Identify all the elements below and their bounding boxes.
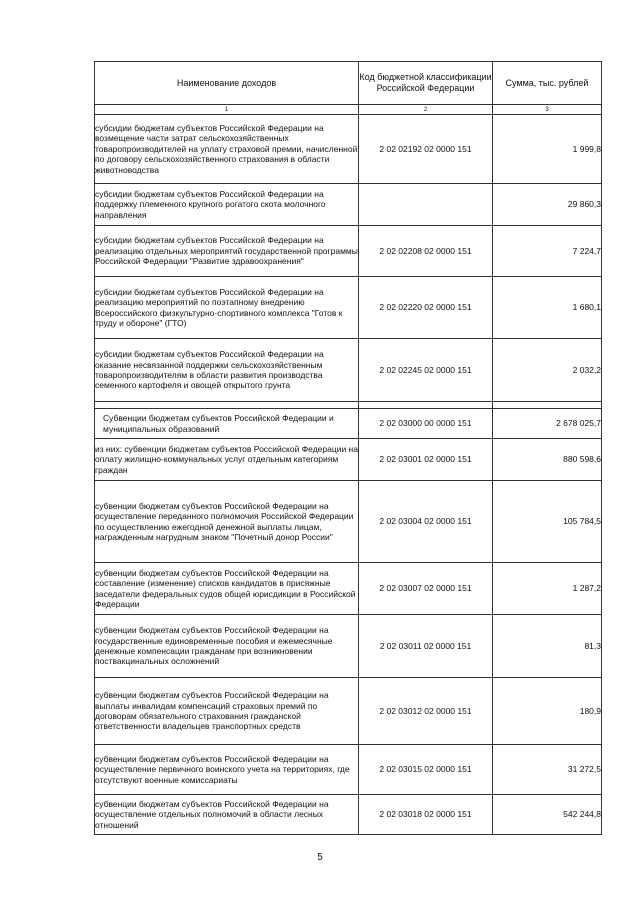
row-sum: 880 598,6 <box>493 439 602 481</box>
table-row <box>95 226 602 277</box>
row-sum: 180,9 <box>493 678 602 745</box>
column-number: 1 <box>95 105 359 115</box>
row-name: субсидии бюджетам субъектов Российской Федерации на реализацию отдельных мероприятий государственной программы Российской Федерации "Развитие здравоохранения" <box>95 226 359 277</box>
row-sum: 542 244,8 <box>493 795 602 835</box>
column-number: 2 <box>359 105 493 115</box>
table-row <box>95 339 602 402</box>
row-code: 2 02 03001 02 0000 151 <box>359 439 493 481</box>
table-row <box>95 795 602 835</box>
row-code <box>359 184 493 226</box>
column-number: 3 <box>493 105 602 115</box>
table-row <box>95 481 602 563</box>
row-code: 2 02 02220 02 0000 151 <box>359 277 493 339</box>
row-sum: 1 999,8 <box>493 115 602 184</box>
table-row <box>95 563 602 615</box>
row-code: 2 02 03015 02 0000 151 <box>359 745 493 795</box>
row-code: 2 02 02192 02 0000 151 <box>359 115 493 184</box>
row-name: субсидии бюджетам субъектов Российской Федерации на реализацию мероприятий по поэтапному внедрению Всероссийского физкультурно-спортивного комплекса "Готов к труду и обороне" (ГТО) <box>95 277 359 339</box>
row-name: субсидии бюджетам субъектов Российской Федерации на возмещение части затрат сельскохозяйственных товаропроизводителей на уплату страховой премии, начисленной по договору сельскохозяйственного страхования в области животноводства <box>95 115 359 184</box>
row-code: 2 02 03011 02 0000 151 <box>359 615 493 678</box>
row-code: 2 02 03004 02 0000 151 <box>359 481 493 563</box>
row-sum: 81,3 <box>493 615 602 678</box>
row-name: субвенции бюджетам субъектов Российской Федерации на государственные единовременные пособия и ежемесячные денежные компенсации гражданам при возникновении поствакцинальных осложнений <box>95 615 359 678</box>
row-sum: 105 784,5 <box>493 481 602 563</box>
row-name: субсидии бюджетам субъектов Российской Федерации на поддержку племенного крупного рогатого скота молочного направления <box>95 184 359 226</box>
row-sum: 7 224,7 <box>493 226 602 277</box>
table-row <box>95 184 602 226</box>
row-name: субвенции бюджетам субъектов Российской Федерации на составление (изменение) списков кандидатов в присяжные заседатели федеральных судов общей юрисдикции в Российской Федерации <box>95 563 359 615</box>
table-row <box>95 409 602 439</box>
row-name: субвенции бюджетам субъектов Российской Федерации на осуществление переданного полномочия Российской Федерации по осуществлению ежегодной денежной выплаты лицам, награжденным нагрудным знаком "Почетный донор России" <box>95 481 359 563</box>
row-sum: 31 272,5 <box>493 745 602 795</box>
header-name: Наименование доходов <box>95 62 359 105</box>
row-code: 2 02 03007 02 0000 151 <box>359 563 493 615</box>
header-code: Код бюджетной классификации Российской Федерации <box>359 62 493 105</box>
table-header-row <box>95 62 602 105</box>
row-code: 2 02 03012 02 0000 151 <box>359 678 493 745</box>
table-row <box>95 277 602 339</box>
row-code: 2 02 03018 02 0000 151 <box>359 795 493 835</box>
spacer-row <box>95 402 602 409</box>
row-sum: 2 678 025,7 <box>493 409 602 439</box>
row-sum: 1 287,2 <box>493 563 602 615</box>
header-sum: Сумма, тыс. рублей <box>493 62 602 105</box>
table-row <box>95 439 602 481</box>
row-code: 2 02 02208 02 0000 151 <box>359 226 493 277</box>
table-row <box>95 678 602 745</box>
row-name: субвенции бюджетам субъектов Российской Федерации на осуществление отдельных полномочий в области лесных отношений <box>95 795 359 835</box>
row-name: субвенции бюджетам субъектов Российской Федерации на осуществление первичного воинского учета на территориях, где отсутствуют военные комиссариаты <box>95 745 359 795</box>
row-code: 2 02 02245 02 0000 151 <box>359 339 493 402</box>
row-code: 2 02 03000 00 0000 151 <box>359 409 493 439</box>
table-row <box>95 745 602 795</box>
row-name: Субвенции бюджетам субъектов Российской Федерации и муниципальных образований <box>95 409 359 439</box>
page-number: 5 <box>317 852 323 863</box>
row-name: субвенции бюджетам субъектов Российской Федерации на выплаты инвалидам компенсаций страховых премий по договорам обязательного страхования гражданской ответственности владельцев транспортных средств <box>95 678 359 745</box>
row-sum: 29 860,3 <box>493 184 602 226</box>
column-number-row <box>95 105 602 115</box>
revenue-table <box>94 61 602 835</box>
table-row <box>95 115 602 184</box>
row-name: субсидии бюджетам субъектов Российской Федерации на оказание несвязанной поддержки сельскохозяйственным товаропроизводителям в области развития производства семенного картофеля и овощей открытого грунта <box>95 339 359 402</box>
row-sum: 2 032,2 <box>493 339 602 402</box>
table-row <box>95 615 602 678</box>
row-sum: 1 680,1 <box>493 277 602 339</box>
row-name: из них: субвенции бюджетам субъектов Российской Федерации на оплату жилищно-коммунальных услуг отдельным категориям граждан <box>95 439 359 481</box>
